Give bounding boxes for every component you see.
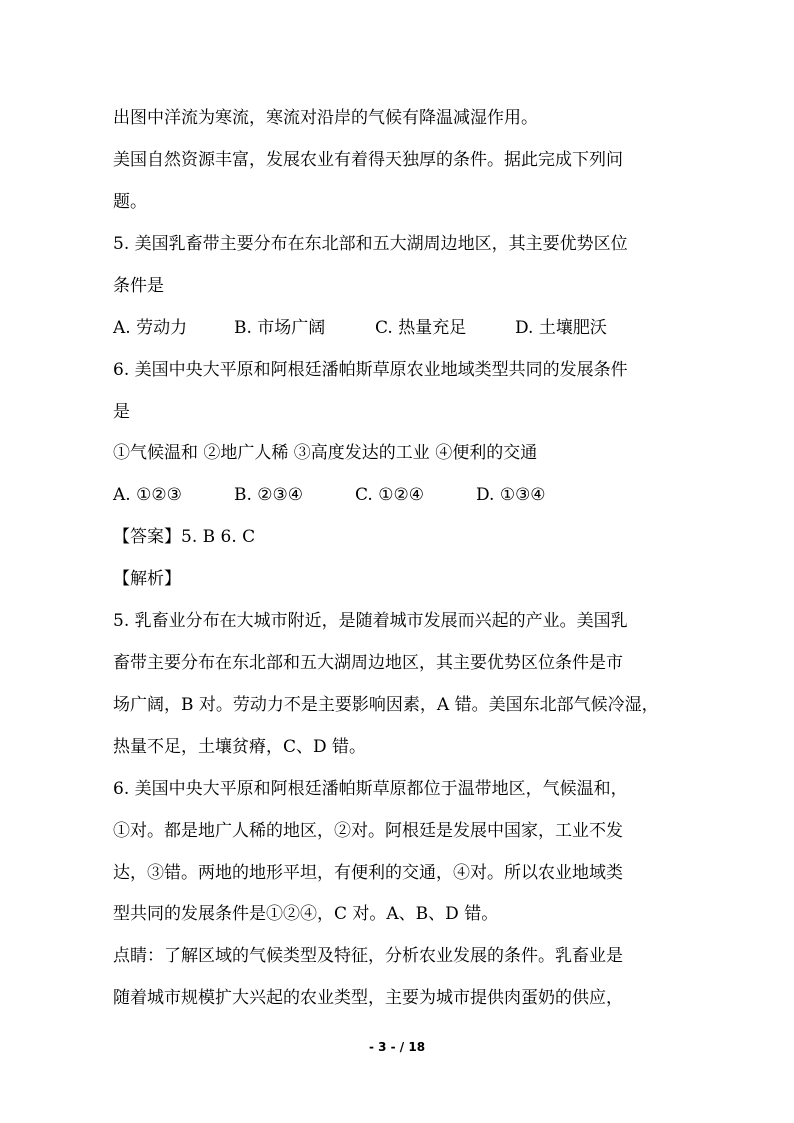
analysis-6-line: 6. 美国中央大平原和阿根廷潘帕斯草原都位于温带地区，气候温和，: [113, 779, 628, 799]
answer-line: 【答案】5. B 6. C: [113, 527, 256, 547]
question-6-stem-cont: 是: [113, 402, 130, 422]
question-5-stem: 5. 美国乳畜带主要分布在东北部和五大湖周边地区，其主要优势区位: [113, 234, 628, 254]
analysis-5-line: 畜带主要分布在东北部和五大湖周边地区，其主要优势区位条件是市: [113, 653, 623, 673]
comment-line: 随着城市规模扩大兴起的农业类型，主要为城市提供肉蛋奶的供应，: [113, 988, 623, 1008]
q5-option-a: A. 劳动力: [113, 318, 188, 338]
text-line: 题。: [113, 192, 147, 212]
analysis-6-line: 达，③错。两地的地形平坦，有便利的交通，④对。所以农业地域类: [113, 863, 623, 883]
q6-option-b: B. ②③④: [234, 485, 304, 505]
q6-option-d: D. ①③④: [476, 485, 546, 505]
page-number: - 3 - / 18: [368, 1040, 426, 1054]
analysis-heading: 【解析】: [113, 569, 181, 589]
q5-option-b: B. 市场广阔: [234, 318, 326, 338]
comment-line: 点睛：了解区域的气候类型及特征，分析农业发展的条件。乳畜业是: [113, 946, 623, 966]
q5-option-d: D. 土壤肥沃: [515, 318, 607, 338]
text-line: 美国自然资源丰富，发展农业有着得天独厚的条件。据此完成下列问: [113, 150, 623, 170]
analysis-5-line: 热量不足，土壤贫瘠，C、D 错。: [113, 737, 367, 757]
q6-option-c: C. ①②④: [355, 485, 424, 505]
question-5-stem-cont: 条件是: [113, 276, 164, 296]
question-6-stem: 6. 美国中央大平原和阿根廷潘帕斯草原农业地域类型共同的发展条件: [113, 360, 628, 380]
question-6-conditions: ①气候温和 ②地广人稀 ③高度发达的工业 ④便利的交通: [113, 443, 538, 463]
analysis-5-line: 场广阔，B 对。劳动力不是主要影响因素，A 错。美国东北部气候冷湿，: [113, 695, 659, 715]
analysis-6-line: ①对。都是地广人稀的地区，②对。阿根廷是发展中国家，工业不发: [113, 821, 623, 841]
analysis-6-line: 型共同的发展条件是①②④，C 对。A、B、D 错。: [113, 904, 499, 924]
analysis-5-line: 5. 乳畜业分布在大城市附近，是随着城市发展而兴起的产业。美国乳: [113, 611, 628, 631]
q5-option-c: C. 热量充足: [375, 318, 467, 338]
q6-option-a: A. ①②③: [113, 485, 182, 505]
text-line: 出图中洋流为寒流，寒流对沿岸的气候有降温减湿作用。: [113, 108, 538, 128]
